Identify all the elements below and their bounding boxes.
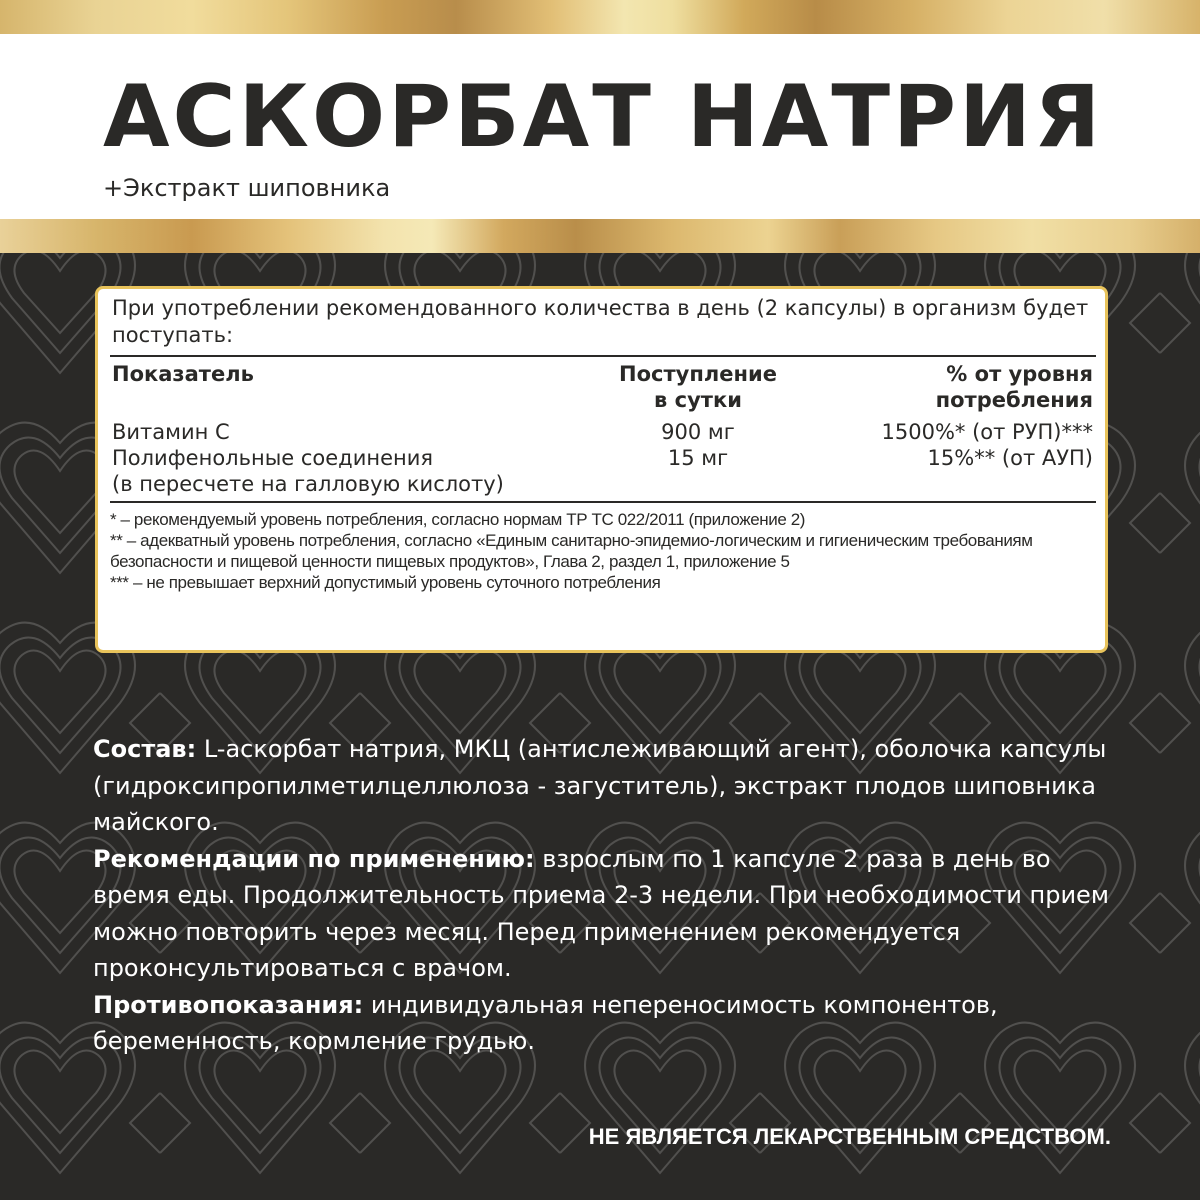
gold-band-top — [0, 0, 1200, 34]
composition-paragraph — [93, 731, 1113, 841]
divider — [110, 355, 1096, 357]
gold-band-bottom — [0, 219, 1200, 253]
row-pct-polyphenols: 15%** (от АУП) — [927, 446, 1093, 470]
footnote-2: ** – адекватный уровень потребления, согласно «Единым санитарно-эпидемио-логическим и гигиеническим требованиям безопасности и пищевой ценности пищевых продуктов», Глава 2, раздел 1, приложение 5 — [110, 531, 1033, 571]
footnotes — [110, 509, 1070, 593]
composition-text: L-аскорбат натрия, МКЦ (антислеживающий агент), оболочка капсулы (гидроксипропилметилцеллюлоза - загуститель), экстракт плодов шиповника майского. — [93, 735, 1107, 836]
composition-label: Состав: — [93, 735, 197, 763]
contraindications-paragraph — [93, 987, 1113, 1060]
column-header-percent: % от уровня потребления — [935, 362, 1093, 412]
column-header-name: Показатель — [112, 362, 254, 386]
header — [0, 34, 1200, 219]
usage-label: Рекомендации по применению: — [93, 844, 535, 873]
nutrition-info-box — [95, 286, 1108, 653]
footnote-1: * – рекомендуемый уровень потребления, согласно нормам ТР ТС 022/2011 (приложение 2) — [110, 510, 806, 529]
column-header-amount: Поступление в сутки — [619, 362, 777, 412]
table-row-names — [112, 419, 504, 497]
disclaimer: НЕ ЯВЛЯЕТСЯ ЛЕКАРСТВЕННЫМ СРЕДСТВОМ. — [588, 1124, 1111, 1149]
row-amount-vitamin-c: 900 мг — [661, 420, 735, 444]
intro-text: При употреблении рекомендованного количества в день (2 капсулы) в организм будет поступать: — [112, 296, 1089, 347]
divider — [110, 501, 1096, 503]
row-name-polyphenols: Полифенольные соединения — [112, 446, 434, 470]
row-amount-polyphenols: 15 мг — [667, 446, 729, 470]
table-row-percents — [773, 419, 1093, 471]
contraindications-label: Противопоказания: — [93, 990, 364, 1019]
contraindications-text: индивидуальная непереносимость компонентов, беременность, кормление грудью. — [93, 990, 998, 1055]
row-name-polyphenols-note: (в пересчете на галловую кислоту) — [112, 472, 504, 496]
footnote-3: *** – не превышает верхний допустимый уровень суточного потребления — [110, 573, 661, 592]
usage-text: взрослым по 1 капсуле 2 раза в день во время еды. Продолжительность приема 2-3 недели. При необходимости прием можно повторить через месяц. Перед применением рекомендуется проконсультироваться с врачом. — [93, 844, 1109, 982]
row-name-vitamin-c: Витамин C — [112, 420, 230, 444]
product-subtitle: +Экстракт шиповника — [103, 174, 391, 202]
usage-paragraph — [93, 841, 1113, 987]
product-title: АСКОРБАТ НАТРИЯ — [103, 67, 1104, 167]
product-description — [93, 731, 1113, 1060]
row-pct-vitamin-c: 1500%* (от РУП)*** — [881, 420, 1093, 444]
